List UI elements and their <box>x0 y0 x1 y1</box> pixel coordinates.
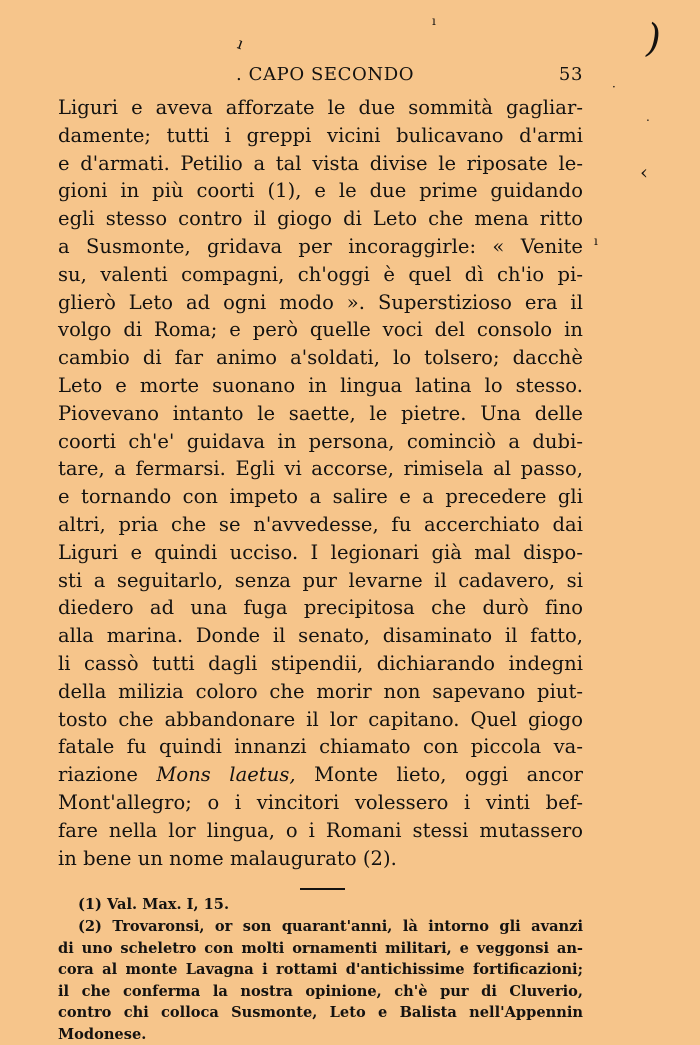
margin-mark: ı <box>432 14 436 28</box>
footnote-line: (1) Val. Max. I, 15. <box>78 896 230 914</box>
text-line: Liguri e quindi ucciso. I legionari già mal dispo- <box>58 540 583 564</box>
text-line: e tornando con impeto a salire e a precedere gli <box>58 485 583 509</box>
text-line: Liguri e aveva afforzate le due sommità gagliar- <box>58 96 583 119</box>
margin-mark: ı <box>234 33 247 54</box>
text-line: Mont'allegro; o i vincitori volessero i vinti bef- <box>58 790 583 814</box>
text-line: damente; tutti i greppi vicini bulicavano d'armi <box>58 123 583 147</box>
text-line: su, valenti compagni, ch'oggi è quel dì ch'io pi- <box>58 262 583 286</box>
footnotes <box>58 894 583 1045</box>
text-line: glierò Leto ad ogni modo ». Superstizioso era il <box>58 290 583 314</box>
margin-mark: ı <box>594 234 598 248</box>
text-line: tare, a fermarsi. Egli vi accorse, rimiselа al passo, <box>58 457 583 481</box>
text-line: li cassò tutti dagli stipendii, dichiarando indegni <box>58 651 583 675</box>
text-line: in bene un nome malaugurato (2). <box>58 846 397 870</box>
margin-mark: . <box>646 110 650 124</box>
text-line: della milizia coloro che morir non sapevano piut- <box>58 679 583 703</box>
page-number: 53 <box>558 64 583 85</box>
text-line: diedero ad una fuga precipitosa che durò fino <box>58 596 583 620</box>
footnote-line: il che conferma la nostra opinione, ch'è pur di Cluverio, <box>58 982 583 1000</box>
text-line: Piovevano intanto le saette, le pietre. Una delle <box>58 401 583 425</box>
margin-mark: ) <box>646 16 661 60</box>
text-line: Leto e morte suonano in lingua latina lo stesso. <box>58 373 583 397</box>
text-line: sti a seguitarlo, senza pur levarne il cadavero, si <box>58 568 583 592</box>
text-line: altri, pria che se n'avvedesse, fu accerchiato dai <box>58 512 583 536</box>
text-line: tosto che abbandonare il lor capitano. Quel giogo <box>58 707 583 731</box>
text-line: alla marina. Donde il senato, disaminato il fatto, <box>58 624 583 648</box>
text-line: a Susmonte, gridava per incoraggirle: « Venite <box>58 234 583 258</box>
footnote-line: di uno scheletro con molti ornamenti militari, e veggonsi an- <box>58 939 583 957</box>
footnote-line: (2) Trovaronsi, or son quarant'anni, là intorno gli avanzi <box>78 917 583 935</box>
margin-mark: ‹ <box>640 160 648 184</box>
book-page <box>58 62 583 1045</box>
footnote-rule <box>300 888 345 890</box>
text-line: volgo di Roma; e però quelle voci del consolo in <box>58 318 583 342</box>
text-line: e d'armati. Petilio a tal vista divise le riposate le- <box>58 151 583 175</box>
text-line: coorti ch'e' guidava in persona, cominciò a dubi- <box>58 429 583 453</box>
text-line: fatale fu quindi innanzi chiamato con piccola va- <box>58 735 583 759</box>
text-line: riazione Mons laetus, Monte lieto, oggi ancor <box>58 763 583 787</box>
latin-phrase: Mons laetus, <box>156 763 296 787</box>
running-title: . CAPO SECONDO <box>236 64 415 85</box>
body-text <box>58 94 583 872</box>
footnote-line: contro chi colloca Susmonte, Leto e Balista nell'Appennin <box>58 1004 583 1022</box>
text-line: gioni in più coorti (1), e le due prime guidando <box>58 179 583 203</box>
footnote-line: cora al monte Lavagna i rottami d'antichissime fortificazioni; <box>58 961 583 979</box>
text-line: cambio di far animo a'soldati, lo tolsero; dacchè <box>58 346 583 370</box>
footnote-line: Modonese. <box>58 1025 147 1043</box>
margin-mark: · <box>612 80 616 94</box>
text-line: egli stesso contro il giogo di Leto che mena ritto <box>58 207 583 231</box>
text-line: fare nella lor lingua, o i Romani stessi mutassero <box>58 818 583 842</box>
running-head <box>58 62 583 94</box>
